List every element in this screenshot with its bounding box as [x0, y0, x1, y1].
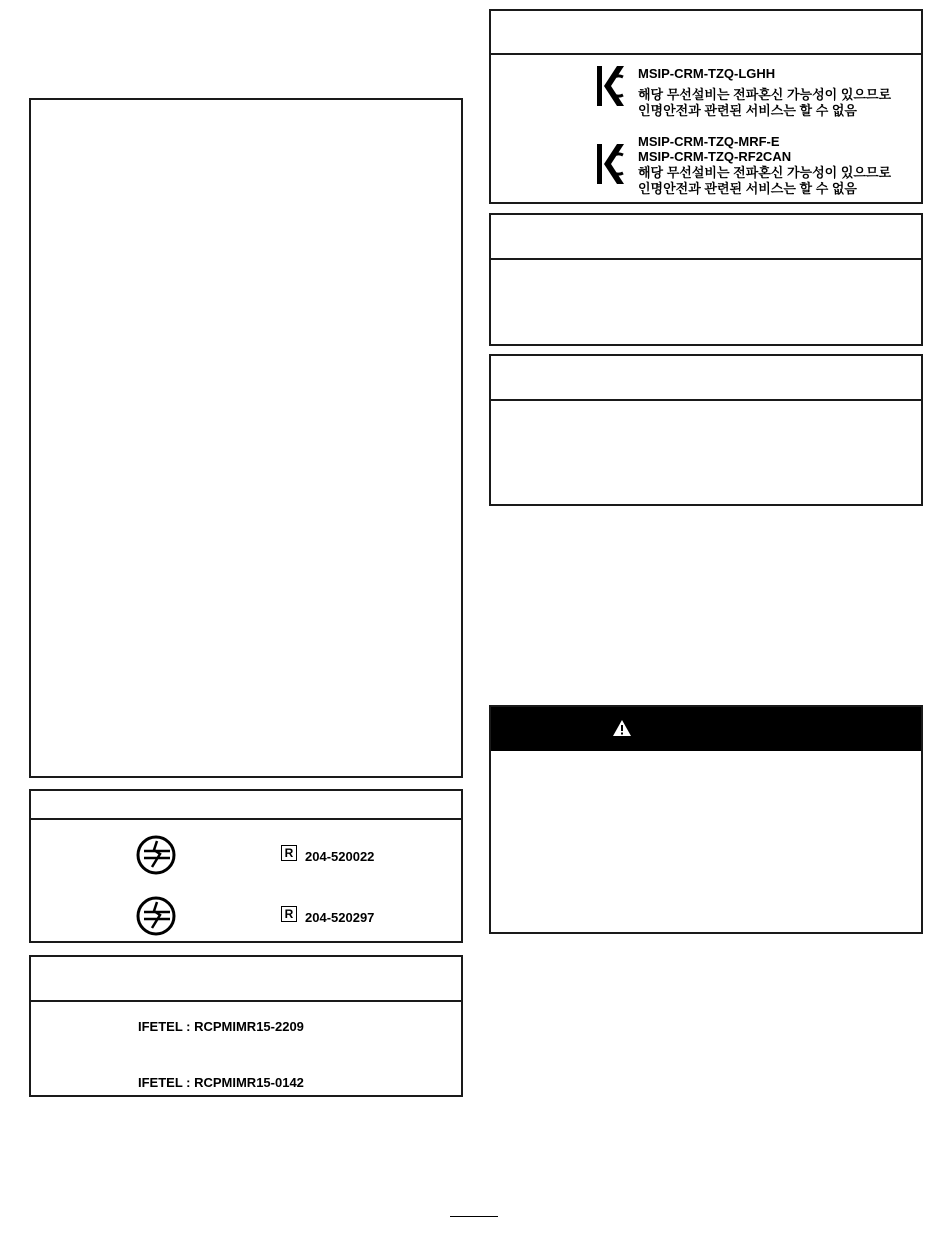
japan-cert-code: 204-520297: [305, 910, 375, 925]
ifetel-code: IFETEL : RCPMIMR15-0142: [138, 1075, 304, 1090]
japan-r-mark: R: [281, 906, 297, 922]
japan-r-mark: R: [281, 845, 297, 861]
right-panel-2: [489, 213, 923, 346]
japan-cert-row-2: [135, 894, 395, 938]
warning-triangle-icon: [612, 719, 632, 737]
warning-header-bar: [491, 707, 921, 751]
korea-cert-header: [491, 11, 921, 55]
japan-giteki-mark-icon: [135, 833, 179, 877]
korea-cert-notice-line: 해당 무선설비는 전파혼신 가능성이 있으므로: [638, 165, 892, 180]
korea-cert-id: MSIP-CRM-TZQ-LGHH: [638, 66, 776, 81]
left-large-panel: [29, 98, 463, 778]
panel-edge-tick: [461, 120, 463, 126]
japan-cert-panel: [29, 789, 463, 943]
mexico-cert-panel: [29, 955, 463, 1097]
page-footer-rule: [450, 1216, 498, 1217]
ifetel-code: IFETEL : RCPMIMR15-2209: [138, 1019, 304, 1034]
japan-cert-row-1: [135, 833, 395, 877]
japan-cert-code: 204-520022: [305, 849, 375, 864]
korea-cert-id: MSIP-CRM-TZQ-MRF-E: [638, 134, 780, 149]
kc-mark-icon: [595, 63, 625, 109]
korea-cert-notice-line: 인명안전과 관련된 서비스는 할 수 없음: [638, 103, 857, 118]
right-panel-2-header: [491, 215, 921, 260]
warning-panel: [489, 705, 923, 934]
japan-giteki-mark-icon: [135, 894, 179, 938]
mexico-cert-header: [31, 957, 461, 1002]
korea-cert-panel: [489, 9, 923, 204]
korea-cert-notice-line: 해당 무선설비는 전파혼신 가능성이 있으므로: [638, 87, 892, 102]
japan-cert-header: [31, 791, 461, 820]
right-panel-3-header: [491, 356, 921, 401]
korea-cert-id: MSIP-CRM-TZQ-RF2CAN: [638, 149, 792, 164]
right-panel-3: [489, 354, 923, 506]
kc-mark-icon: [595, 141, 625, 187]
korea-cert-notice-line: 인명안전과 관련된 서비스는 할 수 없음: [638, 181, 857, 196]
panel-edge-tick: [921, 799, 923, 805]
